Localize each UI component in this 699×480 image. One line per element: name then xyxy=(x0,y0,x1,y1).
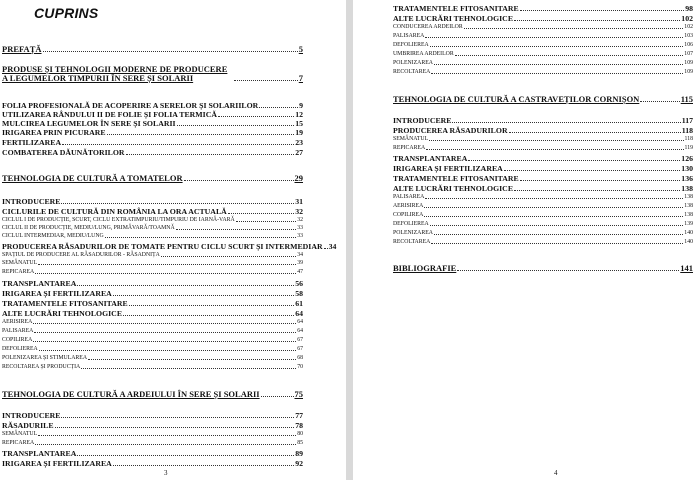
toc-leader-dots xyxy=(426,149,683,150)
toc-entry-page: 138 xyxy=(684,212,693,218)
toc-entry-page: 64 xyxy=(297,319,303,325)
page-gutter xyxy=(346,0,353,480)
toc-leader-dots xyxy=(55,427,295,428)
toc-entry-title: RECOLTAREA ȘI PRODUCȚIA xyxy=(2,364,81,370)
toc-entry-page: 119 xyxy=(684,145,693,151)
toc-leader-dots xyxy=(464,28,684,29)
toc-entry-title: REPICAREA xyxy=(2,269,35,275)
left-page xyxy=(0,0,346,480)
toc-entry-title: SPAȚIUL DE PRODUCERE AL RĂSADURILOR - RĂSADNIȚA xyxy=(2,252,160,258)
toc-entry-page: 67 xyxy=(297,337,303,343)
toc-leader-dots xyxy=(425,37,683,38)
toc-entry-page: 32 xyxy=(295,207,303,216)
toc-entry-page: 78 xyxy=(295,421,303,430)
toc-entry xyxy=(2,280,303,288)
toc-entry-title: POLENIZAREA ȘI STIMULAREA xyxy=(2,355,88,361)
toc-entry xyxy=(2,208,303,216)
toc-leader-dots xyxy=(161,256,296,257)
toc-entry-page: 9 xyxy=(299,101,303,110)
toc-entry-page: 102 xyxy=(681,14,693,23)
toc-leader-dots xyxy=(640,101,679,102)
toc-entry-title: AERISIREA xyxy=(2,319,33,325)
toc-leader-dots xyxy=(62,144,294,145)
toc-leader-dots xyxy=(126,154,295,155)
toc-section-heading xyxy=(2,45,303,54)
toc-entry-page: 67 xyxy=(297,346,303,352)
toc-entry xyxy=(2,102,303,110)
toc-entry xyxy=(393,204,693,210)
toc-entry xyxy=(2,234,303,240)
toc-entry-title: IRIGAREA ȘI FERTILIZAREA xyxy=(393,164,503,173)
toc-entry-page: 106 xyxy=(684,42,693,48)
toc-entry-page: 85 xyxy=(297,440,303,446)
toc-entry-title: SEMĂNATUL xyxy=(2,260,38,266)
toc-leader-dots xyxy=(429,140,683,141)
toc-entry xyxy=(2,198,303,206)
left-toc-list xyxy=(0,0,346,480)
toc-entry-page: 141 xyxy=(680,263,693,273)
toc-entry xyxy=(393,222,693,228)
toc-entry-page: 29 xyxy=(294,173,303,183)
toc-entry-page: 77 xyxy=(295,411,303,420)
toc-entry xyxy=(2,310,303,318)
toc-entry-title: UMBRIREA ARDEILOR xyxy=(393,51,454,57)
toc-entry-title: UTILIZAREA RÂNDULUI II DE FOLIE ȘI FOLIA TERMICĂ xyxy=(2,110,217,119)
toc-entry-title: RECOLTAREA xyxy=(393,69,431,75)
toc-leader-dots xyxy=(184,180,294,181)
toc-entry-page: 118 xyxy=(684,136,693,142)
toc-leader-dots xyxy=(434,64,683,65)
toc-entry-page: 70 xyxy=(297,364,303,370)
toc-leader-dots xyxy=(455,55,684,56)
toc-leader-dots xyxy=(105,237,297,238)
toc-entry xyxy=(393,231,693,237)
toc-entry-page: 19 xyxy=(295,128,303,137)
toc-entry-title: POLENIZAREA xyxy=(393,230,433,236)
toc-entry xyxy=(2,149,303,157)
toc-entry-title: TRANSPLANTAREA xyxy=(393,154,468,163)
toc-leader-dots xyxy=(77,285,294,286)
toc-entry-page: 39 xyxy=(297,260,303,266)
toc-entry xyxy=(393,70,693,76)
toc-entry-page: 15 xyxy=(295,119,303,128)
toc-entry-title: PRODUCEREA RĂSADURILOR xyxy=(393,126,508,135)
toc-entry-title: PALISAREA xyxy=(393,33,425,39)
toc-leader-dots xyxy=(61,203,294,204)
toc-entry xyxy=(2,365,303,371)
toc-leader-dots xyxy=(33,341,296,342)
toc-entry xyxy=(393,127,693,135)
toc-leader-dots xyxy=(129,305,294,306)
right-toc-list xyxy=(353,0,699,480)
toc-entry-page: 31 xyxy=(295,197,303,206)
toc-entry xyxy=(2,261,303,267)
toc-entry-title: ALTE LUCRĂRI TEHNOLOGICE xyxy=(2,309,123,318)
toc-entry-page: 140 xyxy=(684,230,693,236)
toc-leader-dots xyxy=(457,270,679,271)
toc-leader-dots xyxy=(424,216,683,217)
right-page xyxy=(353,0,699,480)
toc-entry-title: ALTE LUCRĂRI TEHNOLOGICE xyxy=(393,184,514,193)
toc-entry-page: 98 xyxy=(685,4,693,13)
toc-leader-dots xyxy=(123,315,294,316)
toc-entry-title: DEFOLIEREA xyxy=(393,42,429,48)
toc-entry-page: 115 xyxy=(680,94,693,104)
toc-entry xyxy=(2,111,303,119)
toc-entry xyxy=(393,240,693,246)
toc-entry-page: 107 xyxy=(684,51,693,57)
toc-leader-dots xyxy=(43,51,298,52)
toc-entry-title: TRATAMENTELE FITOSANITARE xyxy=(393,4,519,13)
toc-entry xyxy=(2,338,303,344)
toc-leader-dots xyxy=(35,444,296,445)
toc-leader-dots xyxy=(236,221,296,222)
toc-leader-dots xyxy=(431,243,683,244)
toc-leader-dots xyxy=(177,125,295,126)
toc-entry-title: DEFOLIEREA xyxy=(2,346,38,352)
toc-entry xyxy=(393,155,693,163)
toc-entry-title: COPILIREA xyxy=(2,337,33,343)
toc-leader-dots xyxy=(452,122,680,123)
toc-leader-dots xyxy=(34,332,296,333)
toc-entry xyxy=(2,253,303,259)
toc-entry-title: PALISAREA xyxy=(393,194,425,200)
toc-entry xyxy=(393,195,693,201)
toc-entry xyxy=(2,290,303,298)
toc-leader-dots xyxy=(33,323,296,324)
toc-leader-dots xyxy=(107,134,295,135)
toc-entry xyxy=(2,441,303,447)
toc-leader-dots xyxy=(430,46,684,47)
toc-section-heading xyxy=(393,95,693,104)
toc-entry-page: 27 xyxy=(295,148,303,157)
toc-entry-page: 34 xyxy=(328,242,337,251)
toc-entry-page: 7 xyxy=(298,73,303,84)
toc-entry-title: COMBATEREA DĂUNĂTORILOR xyxy=(2,148,125,157)
toc-entry-page: 103 xyxy=(684,33,693,39)
toc-entry-page: 136 xyxy=(681,174,693,183)
toc-entry-title: TRATAMENTELE FITOSANITARE xyxy=(393,174,519,183)
toc-entry-title: COPILIREA xyxy=(393,212,424,218)
toc-entry xyxy=(2,460,303,468)
toc-section-heading xyxy=(2,65,303,83)
toc-entry xyxy=(2,129,303,137)
toc-entry-page: 33 xyxy=(297,233,303,239)
toc-entry xyxy=(393,52,693,58)
toc-leader-dots xyxy=(218,116,294,117)
toc-leader-dots xyxy=(61,417,294,418)
toc-leader-dots xyxy=(514,20,680,21)
toc-entry-page: 61 xyxy=(295,299,303,308)
toc-entry-title: PALISAREA xyxy=(2,328,34,334)
left-page-number: 3 xyxy=(164,469,168,477)
toc-entry xyxy=(393,5,693,13)
toc-entry xyxy=(393,185,693,193)
toc-entry-page: 109 xyxy=(684,60,693,66)
toc-entry xyxy=(393,175,693,183)
toc-entry-title: TEHNOLOGIA DE CULTURĂ A TOMATELOR xyxy=(2,173,183,183)
toc-entry-title: AERISIREA xyxy=(393,203,424,209)
toc-entry xyxy=(393,146,693,152)
toc-section-heading xyxy=(2,174,303,183)
toc-entry xyxy=(2,139,303,147)
toc-entry-title: TRANSPLANTAREA xyxy=(2,279,77,288)
toc-entry xyxy=(2,450,303,458)
toc-entry-title: PRODUSE ȘI TEHNOLOGII MODERNE DE PRODUCERE A LEGUMELOR TIMPURII ÎN SERE ȘI SOLARII xyxy=(2,64,228,83)
toc-entry-page: 80 xyxy=(297,431,303,437)
toc-entry-page: 23 xyxy=(295,138,303,147)
right-page-number: 4 xyxy=(554,469,558,477)
toc-leader-dots xyxy=(38,435,296,436)
toc-entry-title: CICLUL INTERMEDIAR, MEDIU/LUNG xyxy=(2,233,104,239)
toc-entry-page: 64 xyxy=(297,328,303,334)
toc-entry xyxy=(393,15,693,23)
toc-leader-dots xyxy=(228,213,294,214)
toc-entry-page: 56 xyxy=(295,279,303,288)
toc-entry xyxy=(2,320,303,326)
toc-entry-page: 138 xyxy=(684,203,693,209)
toc-entry-page: 5 xyxy=(298,44,303,54)
toc-leader-dots xyxy=(234,80,298,81)
toc-entry-title: INTRODUCERE xyxy=(2,411,61,420)
toc-entry-page: 12 xyxy=(295,110,303,119)
toc-entry-page: 118 xyxy=(681,126,693,135)
toc-entry-title: SEMĂNATUL xyxy=(2,431,38,437)
toc-entry-page: 117 xyxy=(681,116,693,125)
toc-entry-page: 109 xyxy=(684,69,693,75)
toc-entry-page: 138 xyxy=(684,194,693,200)
toc-leader-dots xyxy=(35,273,296,274)
toc-entry-title: IRIGAREA ȘI FERTILIZAREA xyxy=(2,289,112,298)
toc-entry-page: 102 xyxy=(684,24,693,30)
toc-entry xyxy=(393,61,693,67)
toc-entry-page: 64 xyxy=(295,309,303,318)
toc-entry-page: 32 xyxy=(297,217,303,223)
toc-leader-dots xyxy=(520,180,681,181)
toc-entry-title: REPICAREA xyxy=(2,440,35,446)
toc-entry-title: TRANSPLANTAREA xyxy=(2,449,77,458)
toc-entry-page: 139 xyxy=(684,221,693,227)
toc-leader-dots xyxy=(38,264,296,265)
toc-entry-title: MULCIREA LEGUMELOR ÎN SERE ȘI SOLARII xyxy=(2,119,176,128)
toc-entry-title: TRATAMENTELE FITOSANITARE xyxy=(2,299,128,308)
toc-entry-title: FOLIA PROFESIONALĂ DE ACOPERIRE A SERELOR ȘI SOLARIILOR xyxy=(2,101,259,110)
toc-entry xyxy=(2,329,303,335)
toc-entry-title: TEHNOLOGIA DE CULTURĂ A CASTRAVEȚILOR CORNIȘON xyxy=(393,94,640,104)
toc-entry xyxy=(2,242,337,251)
toc-entry-title: POLENIZAREA xyxy=(393,60,433,66)
toc-entry xyxy=(393,43,693,49)
toc-entry xyxy=(393,213,693,219)
toc-leader-dots xyxy=(514,190,680,191)
toc-entry-page: 126 xyxy=(681,154,693,163)
toc-entry-page: 92 xyxy=(295,459,303,468)
toc-section-heading xyxy=(393,264,693,273)
toc-entry-title: FERTILIZAREA xyxy=(2,138,62,147)
toc-entry xyxy=(2,347,303,353)
toc-entry-title: PREFAȚĂ xyxy=(2,44,42,54)
toc-entry-title: IRIGAREA ȘI FERTILIZAREA xyxy=(2,459,112,468)
toc-title: CUPRINS xyxy=(34,5,99,21)
toc-entry-page: 33 xyxy=(297,225,303,231)
toc-leader-dots xyxy=(520,10,684,11)
toc-entry-title: CICLURILE DE CULTURĂ DIN ROMÂNIA LA ORA ACTUALĂ xyxy=(2,207,227,216)
toc-leader-dots xyxy=(324,248,328,249)
toc-entry-page: 89 xyxy=(295,449,303,458)
toc-leader-dots xyxy=(88,359,296,360)
toc-entry-title: RECOLTAREA xyxy=(393,239,431,245)
toc-entry-page: 130 xyxy=(681,164,693,173)
toc-entry-title: INTRODUCERE xyxy=(393,116,452,125)
toc-entry-title: TEHNOLOGIA DE CULTURĂ A ARDEIULUI ÎN SERE ȘI SOLARII xyxy=(2,389,260,399)
toc-section-heading xyxy=(2,390,303,399)
toc-leader-dots xyxy=(431,73,683,74)
toc-entry-title: RĂSADURILE xyxy=(2,421,54,430)
toc-entry xyxy=(393,34,693,40)
toc-entry-title: IRIGAREA PRIN PICURARE xyxy=(2,128,106,137)
toc-entry xyxy=(2,422,303,430)
toc-entry-page: 140 xyxy=(684,239,693,245)
toc-leader-dots xyxy=(425,198,683,199)
toc-entry-title: CICLUL I DE PRODUCȚIE, SCURT, CICLU EXTRATIMPURIU/TIMPURIU DE IARNĂ-VARĂ xyxy=(2,217,235,223)
toc-entry-page: 34 xyxy=(297,252,303,258)
toc-leader-dots xyxy=(39,350,296,351)
toc-entry-page: 68 xyxy=(297,355,303,361)
toc-entry-title: PRODUCEREA RĂSADURILOR DE TOMATE PENTRU CICLU SCURT ȘI INTERMEDIAR xyxy=(2,242,323,251)
toc-leader-dots xyxy=(259,107,298,108)
toc-entry-page: 138 xyxy=(681,184,693,193)
toc-entry xyxy=(2,412,303,420)
toc-entry xyxy=(393,117,693,125)
toc-leader-dots xyxy=(504,170,681,171)
toc-leader-dots xyxy=(424,207,683,208)
toc-leader-dots xyxy=(176,229,297,230)
toc-entry-page: 47 xyxy=(297,269,303,275)
toc-entry-title: INTRODUCERE xyxy=(2,197,61,206)
toc-entry-title: SEMĂNATUL xyxy=(393,136,429,142)
toc-entry xyxy=(2,218,303,224)
toc-entry xyxy=(2,300,303,308)
toc-entry xyxy=(393,137,693,143)
toc-leader-dots xyxy=(468,160,680,161)
toc-entry-title: CICLUL II DE PRODUCȚIE, MEDIU/LUNG, PRIMĂVARĂ/TOAMNĂ xyxy=(2,225,175,231)
toc-entry xyxy=(2,270,303,276)
toc-entry xyxy=(393,25,693,31)
toc-leader-dots xyxy=(261,396,294,397)
toc-leader-dots xyxy=(81,368,296,369)
toc-leader-dots xyxy=(509,132,681,133)
toc-leader-dots xyxy=(77,455,294,456)
toc-entry-title: CONDUCEREA ARDEILOR xyxy=(393,24,463,30)
toc-leader-dots xyxy=(430,225,684,226)
toc-entry-title: DEFOLIEREA xyxy=(393,221,429,227)
toc-entry-title: REPICAREA xyxy=(393,145,426,151)
toc-entry xyxy=(393,165,693,173)
toc-entry xyxy=(2,226,303,232)
toc-entry xyxy=(2,356,303,362)
toc-leader-dots xyxy=(434,234,683,235)
toc-leader-dots xyxy=(113,465,294,466)
toc-entry-page: 58 xyxy=(295,289,303,298)
toc-entry xyxy=(2,432,303,438)
toc-entry-title: ALTE LUCRĂRI TEHNOLOGICE xyxy=(393,14,514,23)
toc-entry xyxy=(2,120,303,128)
toc-entry-page: 75 xyxy=(294,389,303,399)
toc-entry-title: BIBLIOGRAFIE xyxy=(393,263,457,273)
toc-leader-dots xyxy=(113,295,294,296)
